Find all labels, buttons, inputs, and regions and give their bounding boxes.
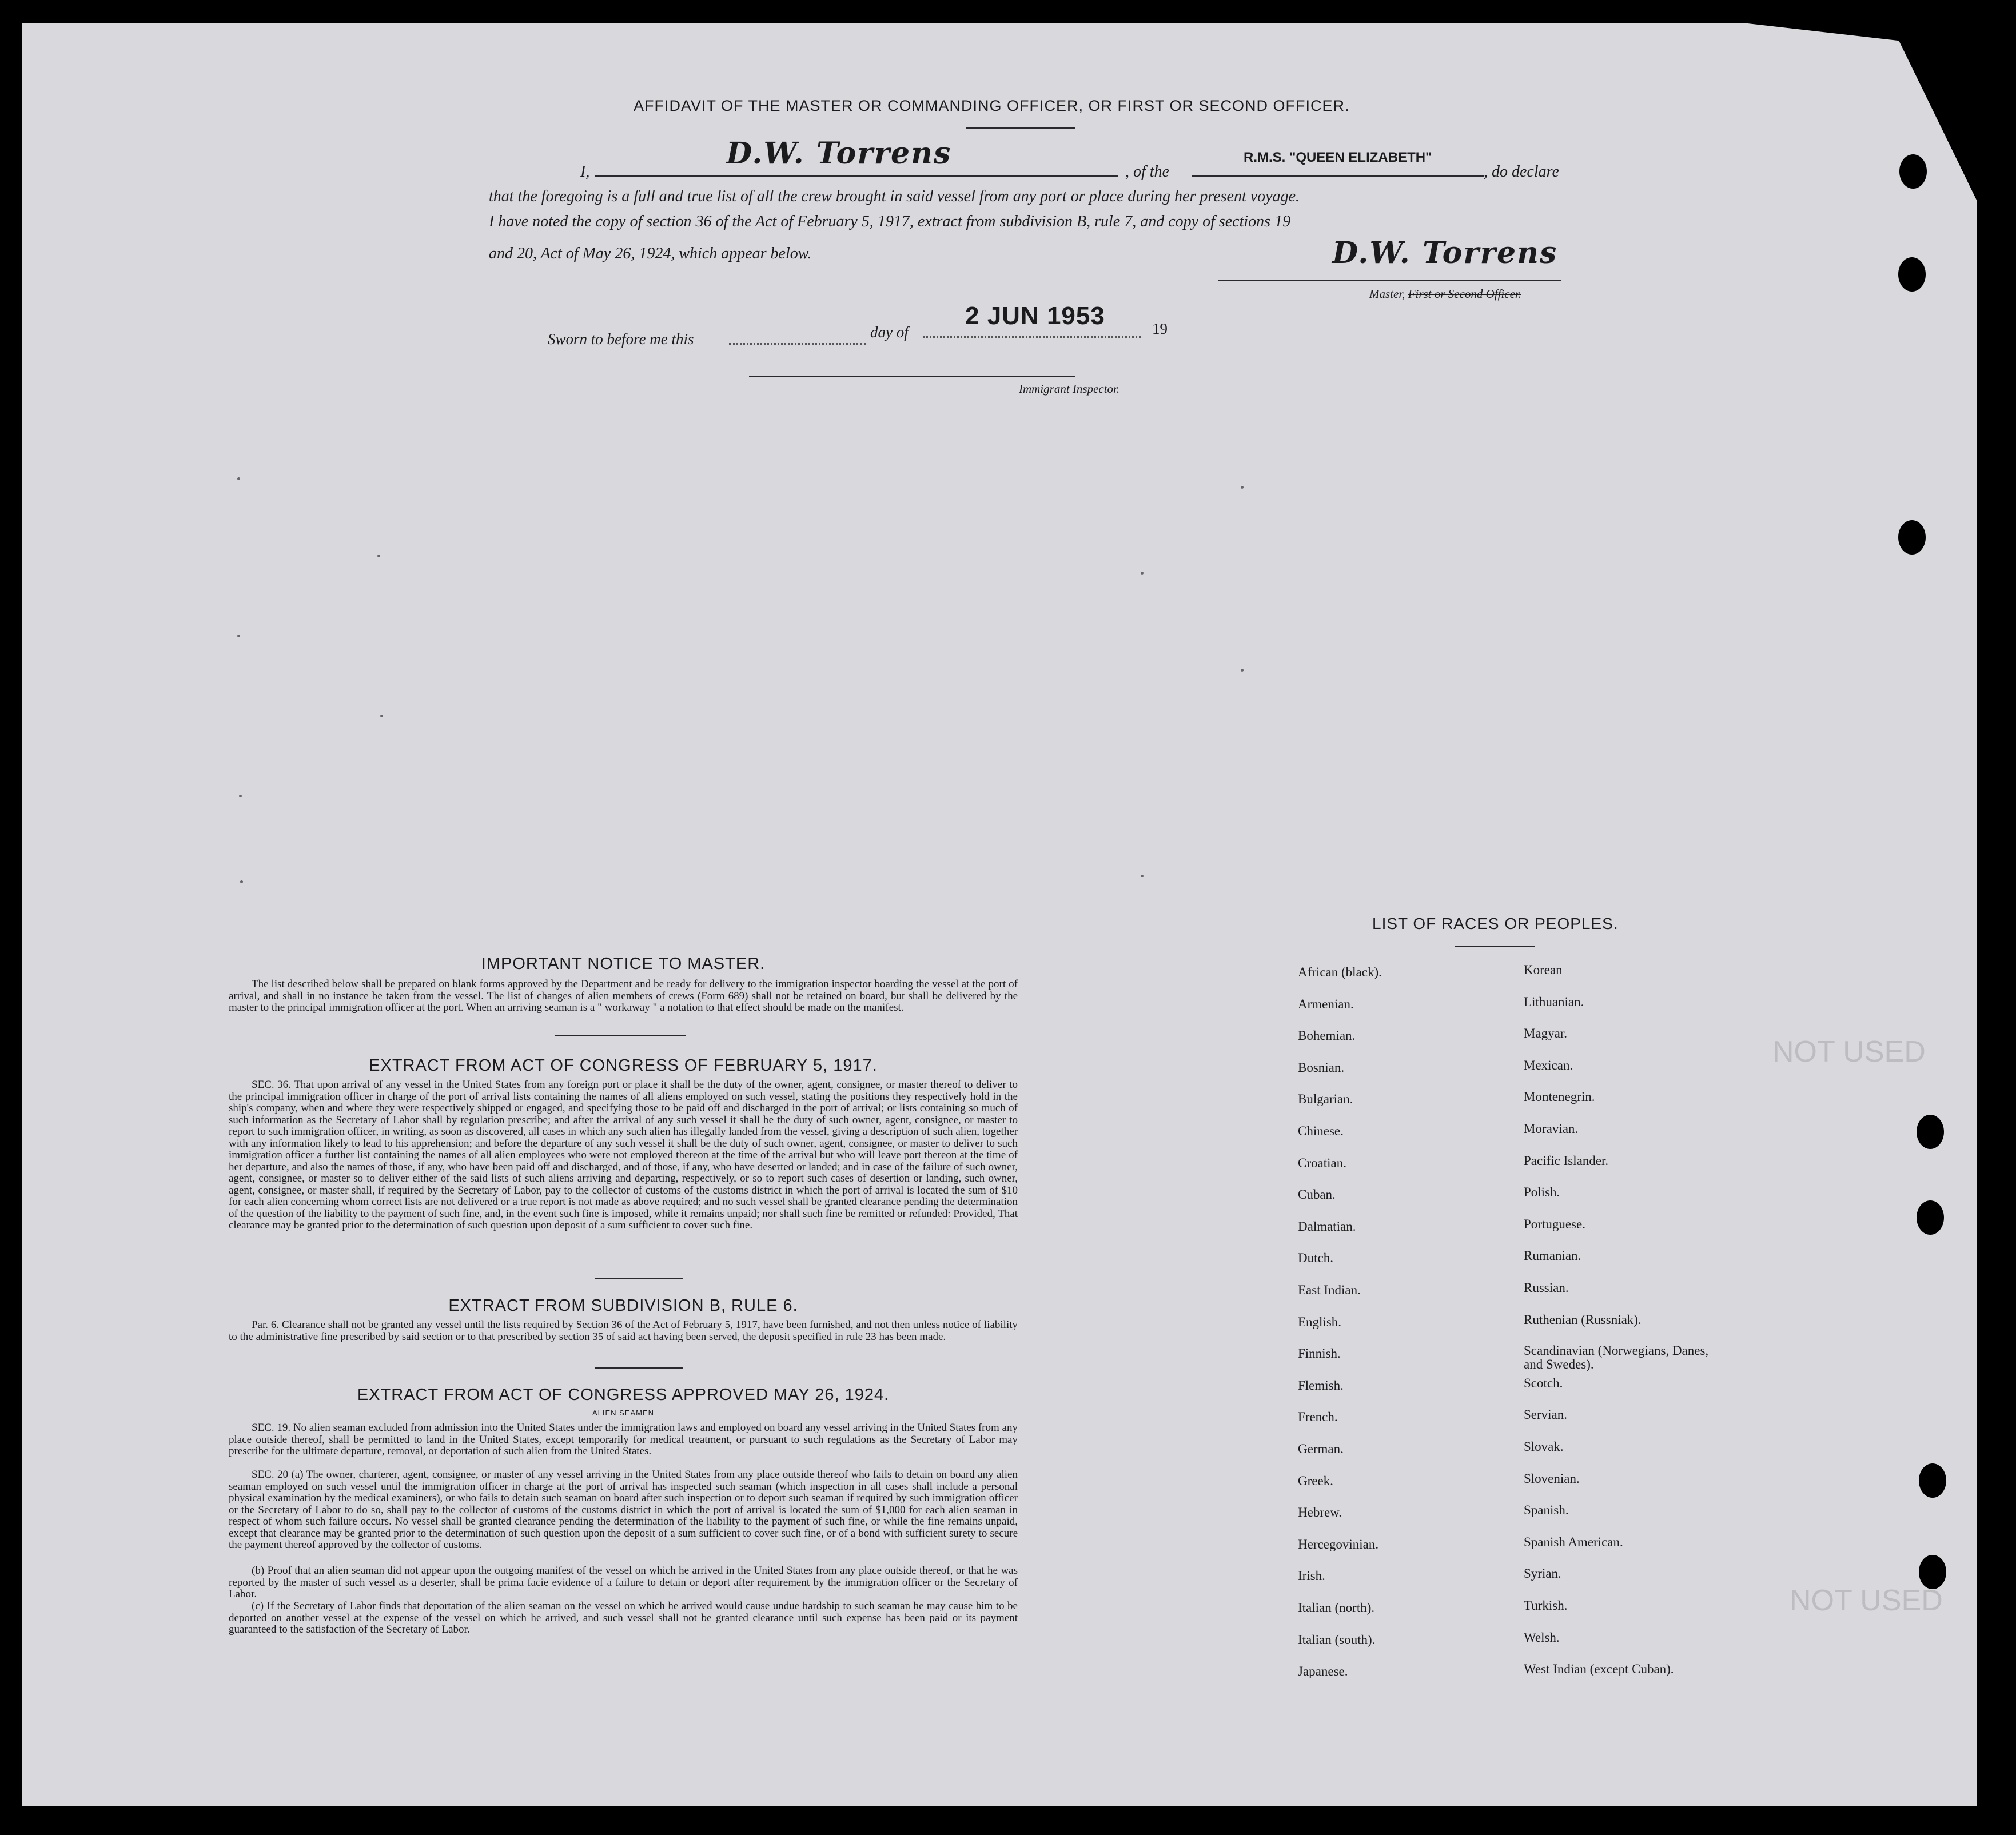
race-item: Spanish American.	[1524, 1534, 1623, 1549]
race-item: Flemish.	[1298, 1378, 1344, 1393]
race-item: Greek.	[1298, 1473, 1333, 1488]
role-master: Master,	[1369, 287, 1405, 301]
punch-hole	[1898, 520, 1926, 555]
race-item: Italian (south).	[1298, 1632, 1376, 1647]
year-prefix: 19	[1152, 320, 1168, 337]
master-signature: D.W. Torrens	[726, 136, 952, 171]
inspector-label: Immigrant Inspector.	[1019, 382, 1120, 396]
race-item: Chinese.	[1298, 1124, 1344, 1138]
race-item: Pacific Islander.	[1524, 1153, 1609, 1168]
day-of-label: day of	[870, 324, 909, 341]
speck	[377, 555, 380, 557]
speck	[380, 715, 383, 717]
race-item: Montenegrin.	[1524, 1090, 1595, 1104]
punch-hole	[1919, 1463, 1946, 1498]
of-the-label: , of the	[1125, 163, 1169, 181]
sec20b-text: (b) Proof that an alien seaman did not appear upon the outgoing manifest of the vessel on which he arrived in the United States from any place outside thereof, or that he was reported by the master of such vessel as a deserter, shall be prima facie evidence of a failure to detain or deport after requirement by the immigration officer or the Secretary of Labor.	[229, 1565, 1018, 1600]
race-item: Armenian.	[1298, 996, 1354, 1011]
race-item: Cuban.	[1298, 1187, 1336, 1202]
races-title: LIST OF RACES OR PEOPLES.	[1372, 915, 1619, 932]
race-item: Bosnian.	[1298, 1060, 1345, 1075]
race-item: Dalmatian.	[1298, 1219, 1356, 1234]
speck	[1241, 669, 1244, 672]
race-item: Mexican.	[1524, 1058, 1573, 1072]
race-item: Portuguese.	[1524, 1216, 1585, 1231]
race-item: West Indian (except Cuban).	[1524, 1662, 1674, 1677]
name-line	[595, 175, 1118, 177]
day-line	[729, 343, 866, 345]
vessel-line	[1192, 175, 1484, 177]
race-item: Moravian.	[1524, 1122, 1579, 1136]
extract-1924-title: EXTRACT FROM ACT OF CONGRESS APPROVED MAY 26, 1924.	[357, 1386, 890, 1404]
race-item: Finnish.	[1298, 1346, 1341, 1361]
bleed-through-text: NOT USED	[1772, 1035, 1926, 1068]
race-item: Servian.	[1524, 1407, 1568, 1422]
race-item: Lithuanian.	[1524, 994, 1584, 1009]
alien-seamen-subtitle: ALIEN SEAMEN	[592, 1409, 655, 1417]
speck	[237, 635, 240, 637]
race-item: Turkish.	[1524, 1598, 1568, 1613]
race-item: Ruthenian (Russniak).	[1524, 1312, 1642, 1327]
speck	[240, 880, 243, 883]
vessel-name: R.M.S. "QUEEN ELIZABETH"	[1244, 150, 1432, 165]
bleed-through-text: NOT USED	[1790, 1584, 1943, 1617]
race-item: Bohemian.	[1298, 1028, 1356, 1043]
race-item: Slovenian.	[1524, 1471, 1580, 1486]
race-item: Magyar.	[1524, 1026, 1568, 1041]
race-item: German.	[1298, 1442, 1344, 1456]
race-item: Russian.	[1524, 1280, 1569, 1295]
race-item: East Indian.	[1298, 1283, 1361, 1297]
speck	[1241, 486, 1244, 489]
race-item: Korean	[1524, 963, 1563, 977]
i-label: I,	[580, 163, 590, 181]
inspector-line	[749, 376, 1075, 377]
race-item: Japanese.	[1298, 1664, 1348, 1679]
race-item: Italian (north).	[1298, 1601, 1375, 1615]
role-struck: First or Second Officer.	[1408, 287, 1521, 301]
affidavit-text-line2: I have noted the copy of section 36 of the Act of February 5, 1917, extract from subdivision B, rule 7, and copy of sections 19	[489, 213, 1291, 230]
section-rule	[595, 1278, 683, 1279]
sec19-text: SEC. 19. No alien seaman excluded from admission into the United States under the immigration laws and employed on board any vessel arriving in the United States from any place outside thereof, shall be permitted to land in the United States, except temporarily for medical treatment, or pursuant to such regulations as the Secretary of Labor may prescribe for the ultimate departure, removal, or deportation of such alien from the United States.	[229, 1422, 1018, 1457]
signer-role	[1369, 287, 1521, 301]
officer-signature: D.W. Torrens	[1332, 236, 1558, 270]
race-item: Rumanian.	[1524, 1248, 1581, 1263]
race-item: Spanish.	[1524, 1503, 1569, 1518]
signature-line	[1218, 280, 1561, 281]
sec20c-text: (c) If the Secretary of Labor finds that deportation of the alien seaman on the vessel on which he arrived would cause undue hardship to such seaman he may cause him to be deported on another vessel at the expense of the vessel on which he arrived, and such vessel shall not be granted clearance until such expense has been paid or its payment guaranteed to the satisfaction of the Secretary of Labor.	[229, 1600, 1018, 1635]
race-item: African (black).	[1298, 965, 1382, 979]
race-item: Welsh.	[1524, 1630, 1560, 1645]
speck	[1141, 875, 1144, 877]
race-item: English.	[1298, 1314, 1342, 1329]
do-declare-label: , do declare	[1484, 163, 1559, 181]
affidavit-text-line3: and 20, Act of May 26, 1924, which appear below.	[489, 245, 812, 262]
affidavit-text-line1: that the foregoing is a full and true list of all the crew brought in said vessel from any port or place during her present voyage.	[489, 188, 1300, 205]
speck	[237, 477, 240, 480]
race-item: Croatian.	[1298, 1155, 1346, 1170]
punch-hole	[1917, 1115, 1944, 1149]
race-item: Hercegovinian.	[1298, 1537, 1379, 1551]
sworn-date-stamp: 2 JUN 1953	[965, 302, 1105, 330]
extract-rule6-title: EXTRACT FROM SUBDIVISION B, RULE 6.	[448, 1297, 798, 1315]
speck	[1141, 572, 1144, 575]
section-rule	[555, 1035, 686, 1036]
sec20a-text: SEC. 20 (a) The owner, charterer, agent, consignee, or master of any vessel arriving in the United States from any place outside thereof who fails to detain on board any alien seaman employed on such vessel until the immigration officer in charge at the port of arrival has inspected such seaman (which inspection in all cases shall include a personal physical examination by the medical examiners), or who fails to detain such seaman on board after such inspection or to deport such seaman if required by such immigration officer or the Secretary of Labor to do so, shall pay to the collector of customs of the customs district in which the port of arrival is located the sum of $1,000 for each alien seaman in respect of whom such failure occurs. No vessel shall be granted clearance pending the determination of the liability to the payment of such fine, or while the fine remains unpaid, except that clearance may be granted prior to the determination of such question upon the deposit of a sum sufficient to cover such fine, or of a bond with sufficient surety to secure the payment thereof approved by the collector of customs.	[229, 1469, 1018, 1551]
race-item: Hebrew.	[1298, 1505, 1342, 1520]
notice-text: The list described below shall be prepared on blank forms approved by the Department and be ready for delivery to the immigration inspector boarding the vessel at the port of arrival, and shall in no instance be taken from the vessel. The list of changes of alien members of crews (Form 689) shall not be retained on board, but shall be delivered by the master to the principal immigration officer at the port. When an arriving seaman is a " workaway " a notation to that effect should be made on the manifest.	[229, 978, 1018, 1014]
punch-hole	[1917, 1200, 1944, 1235]
race-item: Irish.	[1298, 1569, 1325, 1583]
punch-hole	[1898, 257, 1926, 292]
notice-title: IMPORTANT NOTICE TO MASTER.	[481, 955, 766, 973]
sworn-label: Sworn to before me this	[548, 330, 694, 348]
race-item: Slovak.	[1524, 1439, 1564, 1454]
extract-1917-title: EXTRACT FROM ACT OF CONGRESS OF FEBRUARY 5, 1917.	[369, 1056, 878, 1075]
extract-1917-text: SEC. 36. That upon arrival of any vessel in the United States from any foreign port or place it shall be the duty of the owner, agent, consignee, or master thereof to deliver to the principal immigration officer in charge of the port of arrival lists containing the names of all aliens employed on such vessel, stating the positions they respectively hold in the ship's company, when and where they were respectively shipped or engaged, and specifying those to be paid off and discharged in the port of arrival; or lists containing so much of such information as the Secretary of Labor shall by regulation prescribe; and after the arrival of any such vessel it shall be the duty of such owner, agent, consignee, or master to report to such immigration officer, in writing, as soon as discovered, all cases in which any such alien has illegally landed from the vessel, giving a description of such alien, together with any information likely to lead to his apprehension; and before the departure of any such vessel it shall be the duty of such owner, agent, consignee, or master to deliver to such immigration officer a further list containing the names of all alien employees who were not employed thereon at the time of the arrival but who will leave port thereon at the time of her departure, and also the names of those, if any, who have been paid off and discharged, and of those, if any, who have deserted or landed; and in case of the failure of such owner, agent, consignee, or master so to deliver either of the said lists of such aliens arriving and departing, respectively, or so to report such cases of desertion or landing, such owner, agent, consignee, or master shall, if required by the Secretary of Labor, pay to the collector of customs of the customs district in which the port of arrival is located the sum of $10 for each alien concerning whom correct lists are not delivered or a true report is not made as above required; and no such vessel shall be granted clearance pending the determination of the question of the liability to the payment of such fine, and, in the event such fine is imposed, while it remains unpaid; nor shall such fine be remitted or refunded: Provided, That clearance may be granted prior to the determination of such question upon deposit of a sum sufficient to cover such fine.	[229, 1079, 1018, 1231]
title-rule	[966, 127, 1075, 129]
race-item: Scotch.	[1524, 1375, 1563, 1390]
race-item: Scandinavian (Norwegians, Danes, and Swedes).	[1524, 1343, 1709, 1372]
section-rule	[595, 1367, 683, 1369]
extract-rule6-text: Par. 6. Clearance shall not be granted any vessel until the lists required by Section 36 of the Act of February 5, 1917, have been furnished, and not then unless notice of liability to the administrative fine prescribed by said section or to that prescribed by section 35 of said act having been served, the deposit specified in rule 23 has been made.	[229, 1319, 1018, 1343]
speck	[239, 795, 242, 797]
race-item: Polish.	[1524, 1185, 1560, 1200]
race-item: French.	[1298, 1410, 1338, 1425]
punch-hole	[1899, 154, 1927, 189]
race-item: Dutch.	[1298, 1251, 1333, 1266]
affidavit-title: AFFIDAVIT OF THE MASTER OR COMMANDING OFFICER, OR FIRST OR SECOND OFFICER.	[634, 97, 1350, 114]
races-rule	[1455, 946, 1535, 947]
race-item: Bulgarian.	[1298, 1092, 1353, 1107]
race-item: Syrian.	[1524, 1566, 1561, 1581]
date-line	[923, 336, 1141, 338]
